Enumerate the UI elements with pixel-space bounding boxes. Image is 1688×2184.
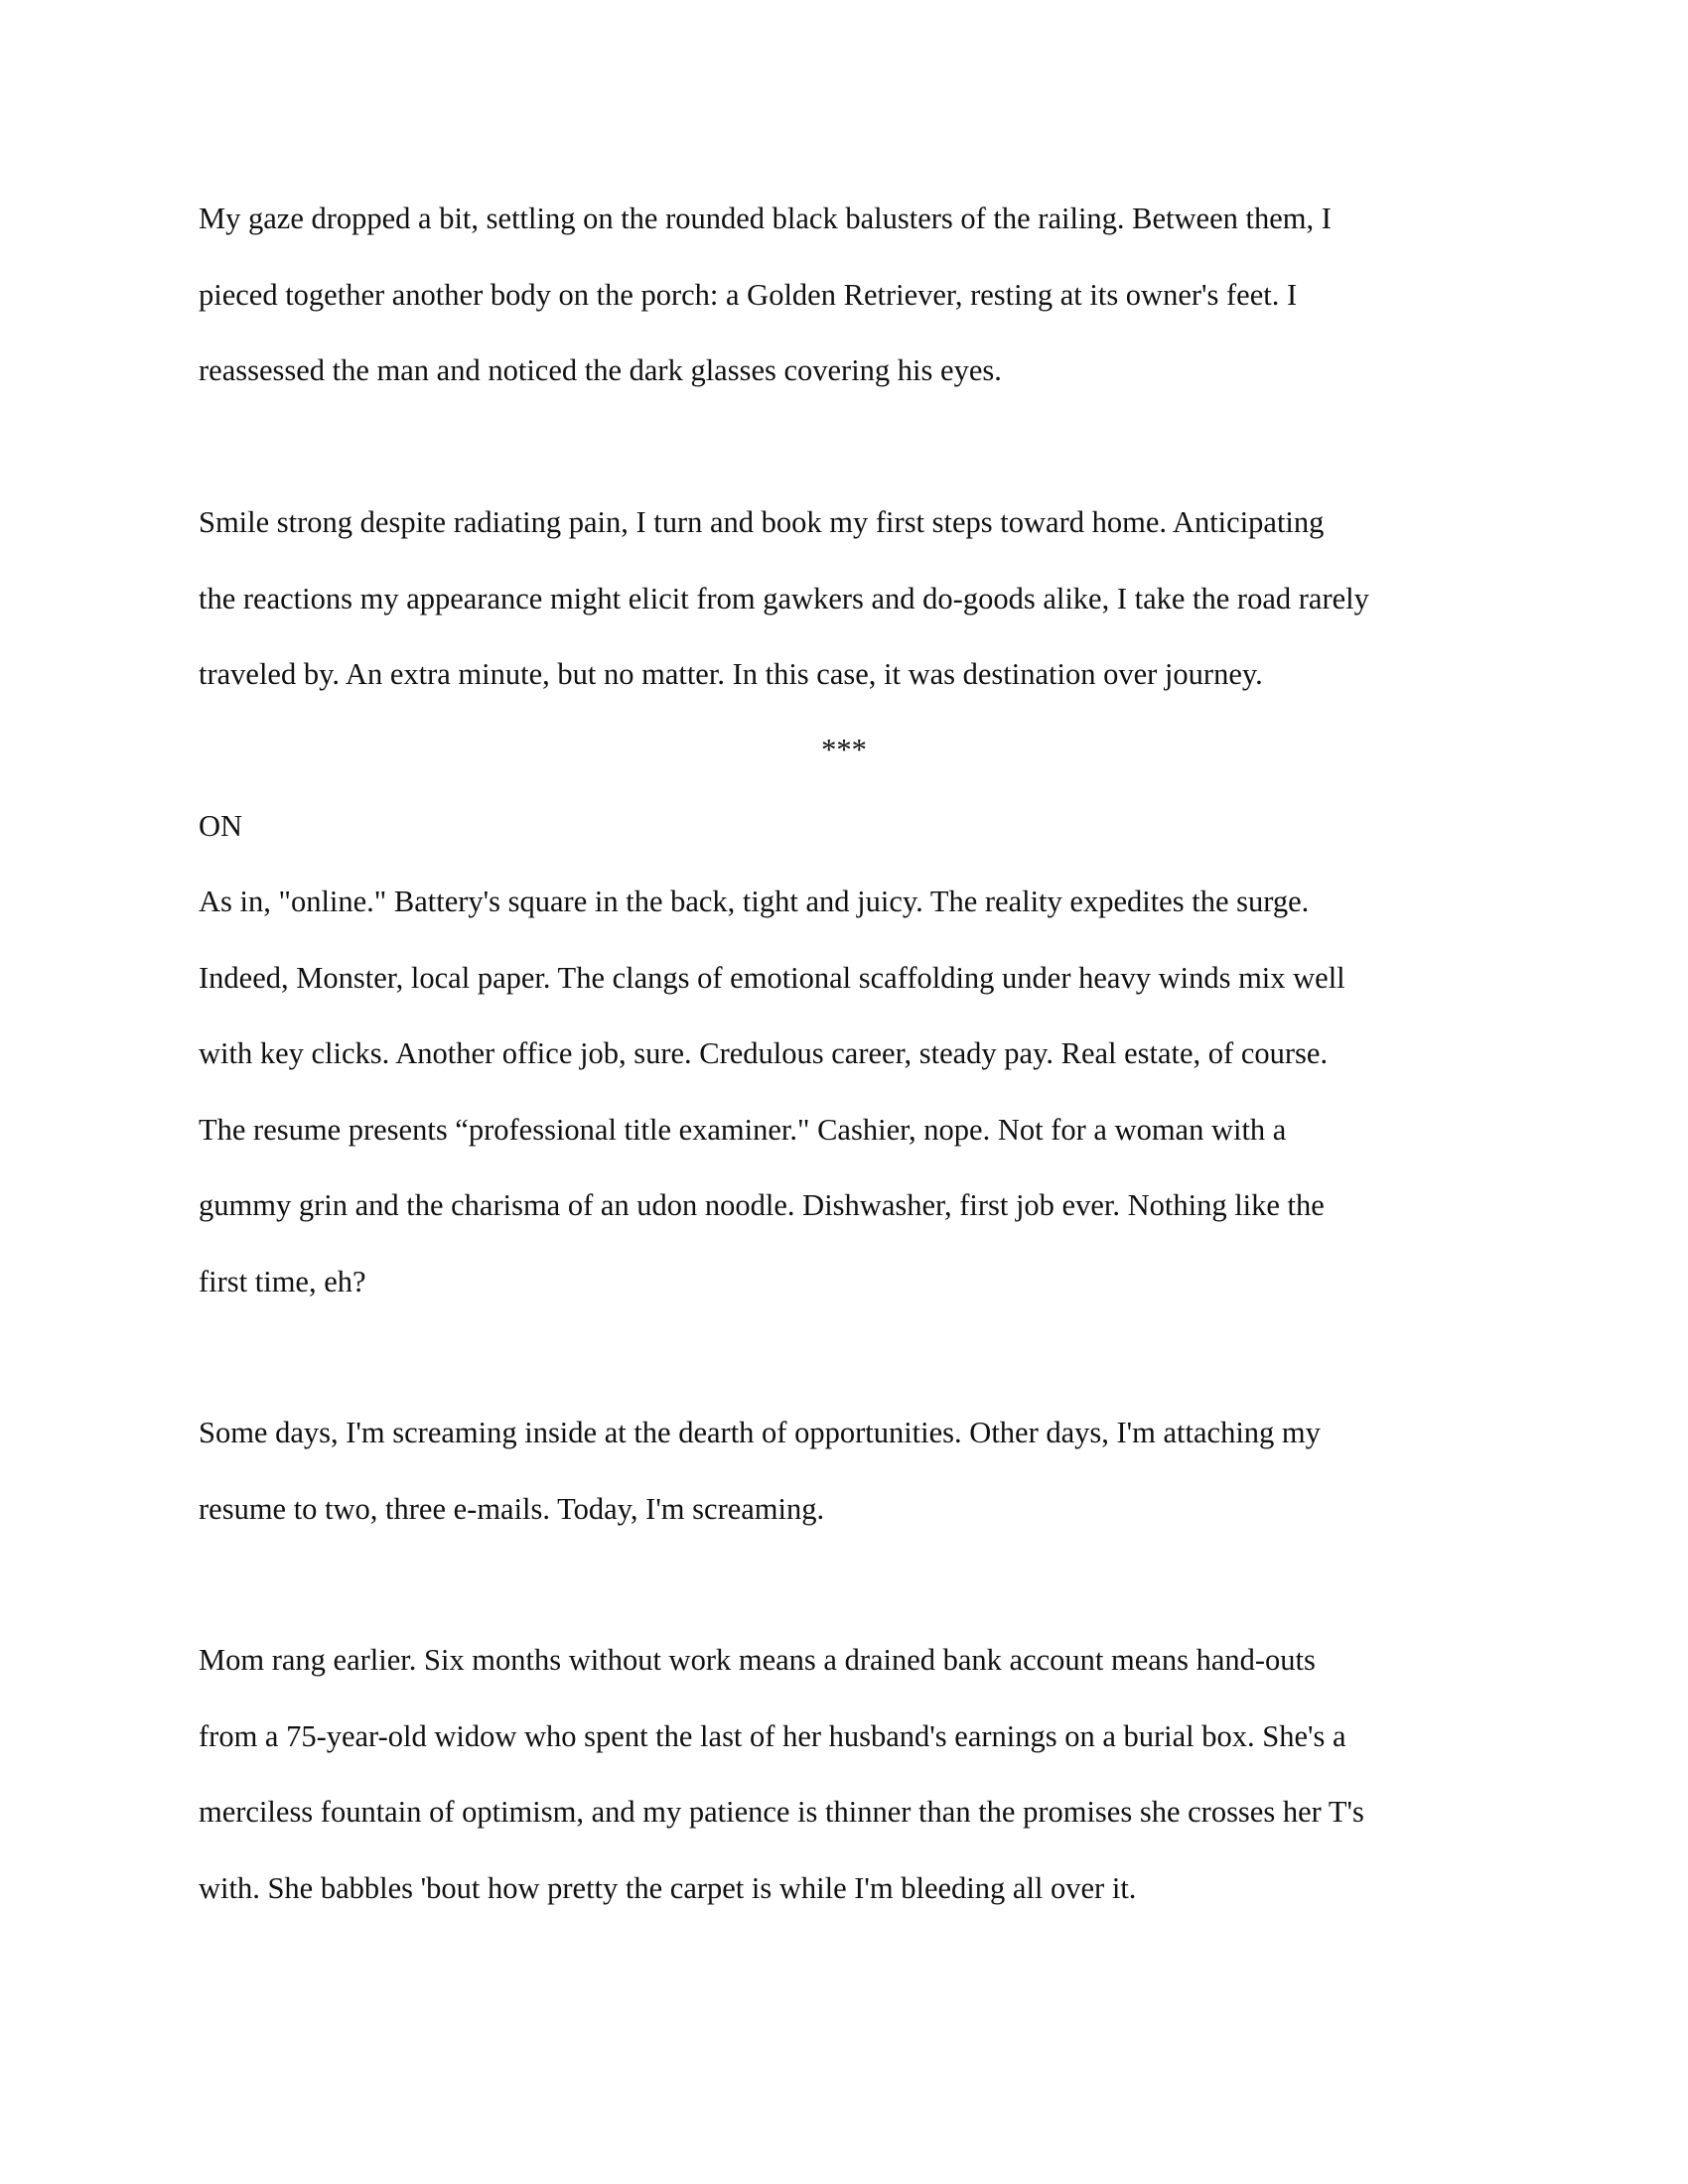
section-heading: ON bbox=[199, 809, 243, 843]
paragraph-toward-home bbox=[199, 484, 1489, 713]
text-line: The resume presents “professional title examiner." Cashier, nope. Not for a woman with a bbox=[199, 1112, 1287, 1147]
text-line: merciless fountain of optimism, and my patience is thinner than the promises she crosses her T's bbox=[199, 1795, 1364, 1829]
paragraph-online bbox=[199, 864, 1489, 1319]
paragraph-balusters bbox=[199, 181, 1489, 409]
text-line: Smile strong despite radiating pain, I turn and book my first steps toward home. Anticipating bbox=[199, 505, 1325, 539]
text-line: resume to two, three e-mails. Today, I'm screaming. bbox=[199, 1491, 825, 1526]
paragraph-mom bbox=[199, 1622, 1489, 1926]
text-line: traveled by. An extra minute, but no matter. In this case, it was destination over journey. bbox=[199, 657, 1263, 691]
text-line: gummy grin and the charisma of an udon noodle. Dishwasher, first job ever. Nothing like the bbox=[199, 1188, 1325, 1222]
text-line: Indeed, Monster, local paper. The clangs of emotional scaffolding under heavy winds mix well bbox=[199, 960, 1345, 995]
text-line: from a 75-year-old widow who spent the last of her husband's earnings on a burial box. She's a bbox=[199, 1718, 1346, 1753]
paragraph-screaming bbox=[199, 1395, 1489, 1547]
text-line: first time, eh? bbox=[199, 1264, 366, 1298]
section-separator: *** bbox=[821, 733, 867, 766]
text-line: with. She babbles 'bout how pretty the carpet is while I'm bleeding all over it. bbox=[199, 1870, 1137, 1905]
text-line: As in, "online." Battery's square in the back, tight and juicy. The reality expedites the surge. bbox=[199, 885, 1310, 918]
text-line: with key clicks. Another office job, sure. Credulous career, steady pay. Real estate, of course. bbox=[199, 1036, 1329, 1070]
text-line: Some days, I'm screaming inside at the dearth of opportunities. Other days, I'm attaching my bbox=[199, 1416, 1321, 1449]
text-line: the reactions my appearance might elicit from gawkers and do-goods alike, I take the road rarely bbox=[199, 581, 1369, 615]
text-line: Mom rang earlier. Six months without work means a drained bank account means hand-outs bbox=[199, 1643, 1316, 1677]
text-line: My gaze dropped a bit, settling on the rounded black balusters of the railing. Between them, I bbox=[199, 202, 1332, 235]
text-line: pieced together another body on the porch: a Golden Retriever, resting at its owner's feet. I bbox=[199, 277, 1298, 312]
text-line: reassessed the man and noticed the dark glasses covering his eyes. bbox=[199, 353, 1002, 387]
